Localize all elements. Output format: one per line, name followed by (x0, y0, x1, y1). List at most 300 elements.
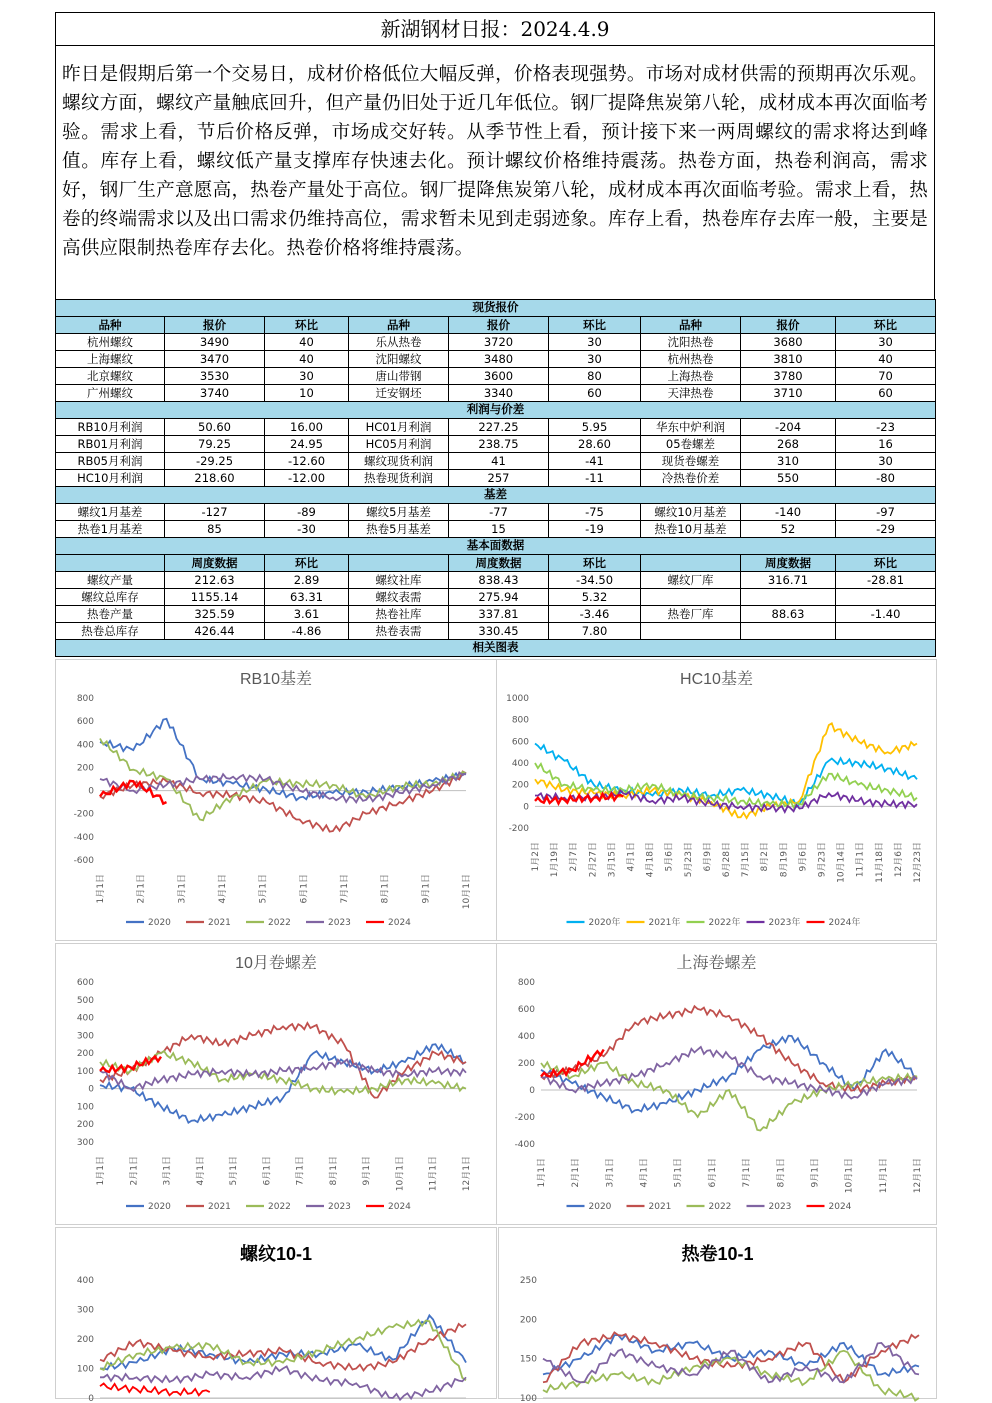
x-tick-label: 9月23日 (817, 842, 828, 878)
table-cell: 268 (741, 436, 836, 453)
table-cell (836, 623, 936, 640)
x-tick-label: 1月1日 (96, 874, 106, 904)
table-cell: 热卷5月基差 (349, 521, 449, 538)
x-tick-label: 5月6日 (664, 842, 675, 872)
table-cell: 1155.14 (165, 589, 265, 606)
y-tick-label: -600 (73, 856, 94, 866)
table-cell: -41 (549, 453, 641, 470)
x-tick-label: 11月1日 (878, 1158, 889, 1194)
table-cell: -23 (836, 419, 936, 436)
chart-4 (496, 943, 937, 1225)
spot-row (56, 368, 936, 385)
table-cell: 16.00 (265, 419, 349, 436)
table-cell: 热卷现货利润 (349, 470, 449, 487)
y-tick-label: 1000 (506, 694, 529, 704)
x-tick-label: 8月1日 (328, 1156, 339, 1186)
table-cell: 79.25 (165, 436, 265, 453)
table-cell: 螺纹10月基差 (641, 504, 741, 521)
table-cell: 品种 (641, 317, 741, 334)
table-cell: 238.75 (449, 436, 549, 453)
table-cell: 325.59 (165, 606, 265, 623)
y-tick-label: 200 (519, 1315, 537, 1326)
x-tick-label: 7月1日 (742, 1158, 753, 1188)
table-cell: 3480 (449, 351, 549, 368)
table-cell: 上海热卷 (641, 368, 741, 385)
table-cell: 热卷1月基差 (56, 521, 165, 538)
fundamental-row (56, 623, 936, 640)
table-cell (641, 555, 741, 572)
table-cell: -12.60 (265, 453, 349, 470)
chart-title: 热卷10-1 (681, 1244, 754, 1264)
table-cell: 316.71 (741, 572, 836, 589)
table-cell: 227.25 (449, 419, 549, 436)
table-cell: 10 (265, 385, 349, 402)
y-tick-label: 500 (76, 995, 94, 1006)
table-cell: -34.50 (549, 572, 641, 589)
charts-area (55, 657, 935, 1403)
spot-row (56, 385, 936, 402)
x-tick-label: 3月1日 (605, 1158, 616, 1188)
table-cell: 3680 (741, 334, 836, 351)
table-cell: 北京螺纹 (56, 368, 165, 385)
table-cell: 310 (741, 453, 836, 470)
table-cell (836, 589, 936, 606)
table-cell: 30 (836, 453, 936, 470)
y-tick-label: 200 (76, 763, 94, 774)
x-tick-label: 10月1日 (462, 874, 472, 910)
table-cell: 838.43 (449, 572, 549, 589)
table-cell (641, 589, 741, 606)
table-cell: 426.44 (165, 623, 265, 640)
table-cell: 24.95 (265, 436, 349, 453)
series-line (100, 1060, 466, 1091)
x-tick-label: 6月9日 (702, 842, 713, 872)
y-tick-label: -200 (508, 824, 529, 834)
spot-section-header: 现货报价 (56, 300, 936, 317)
table-cell: -11 (549, 470, 641, 487)
table-cell: 30 (836, 334, 936, 351)
table-cell: -75 (549, 504, 641, 521)
table-cell: 218.60 (165, 470, 265, 487)
table-cell: 热卷10月基差 (641, 521, 741, 538)
fundamental-row (56, 589, 936, 606)
series-line (541, 1036, 917, 1113)
table-cell: 螺纹厂库 (641, 572, 741, 589)
table-cell: 3780 (741, 368, 836, 385)
table-cell: 80 (549, 368, 641, 385)
y-tick-label: 800 (511, 715, 529, 726)
report-commentary: 昨日是假期后第一个交易日，成材价格低位大幅反弹，价格表现强势。市场对成材供需的预期再次乐观。螺纹方面，螺纹产量触底回升，但产量仍旧处于近几年低位。钢厂提降焦炭第八轮，成材成本再次面临考验。需求上看，节后价格反弹，市场成交好转。从季节性上看，预计接下来一两周螺纹的需求将达到峰值。库存上看，螺纹低产量支撑库存快速去化。预计螺纹价格维持震荡。热卷方面，热卷利润高，需求好，钢厂生产意愿高，热卷产量处于高位。钢厂提降焦炭第八轮，成材成本再次面临考验。需求上看，热卷的终端需求以及出口需求仍维持高位，需求暂未见到走弱迹象。库存上看，热卷库存去库一般，主要是高供应限制热卷库存去化。热卷价格将维持震荡。 (55, 46, 935, 299)
legend-label: 2022 (708, 1202, 732, 1212)
x-tick-label: 1月19日 (550, 842, 561, 878)
table-cell: 212.63 (165, 572, 265, 589)
y-tick-label: 0 (88, 786, 94, 797)
y-tick-label: 400 (517, 1032, 535, 1042)
table-cell: 周度数据 (741, 555, 836, 572)
table-cell: -140 (741, 504, 836, 521)
x-tick-label: 11月1日 (428, 1156, 439, 1192)
legend-label: 2023年 (768, 918, 801, 928)
table-cell: -29.25 (165, 453, 265, 470)
y-tick-label: 400 (76, 740, 94, 751)
y-tick-label: 800 (76, 694, 94, 704)
x-tick-label: 11月1日 (855, 842, 866, 878)
x-tick-label: 6月1日 (299, 874, 310, 904)
table-cell: 周度数据 (165, 555, 265, 572)
x-tick-label: 8月2日 (760, 842, 771, 872)
chart-title: 10月卷螺差 (235, 955, 317, 972)
table-cell: 275.94 (449, 589, 549, 606)
x-tick-label: 5月23日 (683, 842, 694, 878)
legend-label: 2022 (268, 918, 291, 928)
table-cell: 品种 (56, 317, 165, 334)
y-tick-label: -200 (73, 809, 94, 820)
table-cell: 50.60 (165, 419, 265, 436)
x-tick-label: 7月15日 (741, 842, 752, 878)
table-cell: 3720 (449, 334, 549, 351)
table-cell: 环比 (265, 317, 349, 334)
table-cell: 85 (165, 521, 265, 538)
x-tick-label: 6月28日 (722, 842, 732, 878)
x-tick-label: 3月15日 (607, 842, 618, 878)
x-tick-label: 10月1日 (844, 1158, 855, 1194)
x-tick-label: 7月1日 (340, 874, 350, 904)
x-tick-label: 8月1日 (776, 1158, 787, 1188)
legend-label: 2024 (828, 1202, 852, 1212)
x-tick-label: 1月1日 (96, 1156, 106, 1186)
table-cell (349, 555, 449, 572)
legend-label: 2023 (328, 1202, 351, 1212)
table-cell: 40 (265, 351, 349, 368)
table-cell: 现货卷螺差 (641, 453, 741, 470)
table-cell: -77 (449, 504, 549, 521)
table-cell: 环比 (549, 555, 641, 572)
daily-report (55, 12, 935, 1403)
table-cell: 28.60 (549, 436, 641, 453)
legend-label: 2024年 (828, 918, 861, 928)
legend-label: 2024 (388, 918, 411, 928)
table-cell: -97 (836, 504, 936, 521)
table-cell: HC05月利润 (349, 436, 449, 453)
table-cell: 沈阳螺纹 (349, 351, 449, 368)
x-tick-label: 12月1日 (462, 1156, 472, 1192)
chart-svg (497, 660, 936, 940)
y-tick-label: 600 (76, 978, 94, 988)
x-tick-label: 5月1日 (229, 1156, 240, 1186)
x-tick-label: 4月18日 (645, 842, 656, 878)
legend-label: 2020 (148, 1202, 171, 1212)
table-cell: RB01月利润 (56, 436, 165, 453)
profit-row (56, 470, 936, 487)
table-cell: 3490 (165, 334, 265, 351)
table-cell: 热卷厂库 (641, 606, 741, 623)
table-cell: 华东中炉利润 (641, 419, 741, 436)
legend-label: 2020 (148, 918, 171, 928)
table-cell: 60 (549, 385, 641, 402)
y-tick-label: 800 (517, 978, 535, 988)
chart-title: RB10基差 (239, 671, 313, 688)
y-tick-label: 600 (517, 1005, 535, 1015)
chart-svg (56, 1228, 496, 1403)
table-cell: 螺纹1月基差 (56, 504, 165, 521)
table-cell: 5.95 (549, 419, 641, 436)
y-tick-label: 300 (76, 1031, 94, 1042)
table-cell: -30 (265, 521, 349, 538)
y-tick-label: 200 (76, 1049, 94, 1060)
table-cell: 报价 (741, 317, 836, 334)
table-cell: -12.00 (265, 470, 349, 487)
table-cell: 70 (836, 368, 936, 385)
table-cell: 沈阳热卷 (641, 334, 741, 351)
table-cell: 7.80 (549, 623, 641, 640)
table-cell: 550 (741, 470, 836, 487)
chart-svg (497, 944, 936, 1224)
table-cell: 3.61 (265, 606, 349, 623)
x-tick-label: 9月1日 (421, 874, 432, 904)
legend-label: 2020 (588, 1202, 612, 1212)
table-cell: 3340 (449, 385, 549, 402)
y-tick-label: 400 (76, 1276, 94, 1286)
table-cell: RB10月利润 (56, 419, 165, 436)
y-tick-label: -200 (514, 1113, 535, 1123)
x-tick-label: 11月18日 (874, 842, 885, 883)
y-tick-label: -400 (73, 832, 94, 843)
table-cell (56, 555, 165, 572)
table-cell: 环比 (265, 555, 349, 572)
table-cell: 3710 (741, 385, 836, 402)
x-tick-label: 7月1日 (295, 1156, 306, 1186)
x-tick-label: 4月1日 (218, 874, 228, 904)
y-tick-label: 200 (76, 1335, 94, 1345)
chart-title: 上海卷螺差 (676, 955, 757, 972)
table-cell: 40 (265, 334, 349, 351)
table-cell: 天津热卷 (641, 385, 741, 402)
table-cell: -127 (165, 504, 265, 521)
table-cell: 3530 (165, 368, 265, 385)
spot-header-row (56, 317, 936, 334)
table-cell: -3.46 (549, 606, 641, 623)
table-cell: 热卷表需 (349, 623, 449, 640)
x-tick-label: 2月7日 (569, 842, 580, 872)
spot-row (56, 334, 936, 351)
table-cell: 报价 (449, 317, 549, 334)
table-cell: 30 (549, 351, 641, 368)
table-cell: 品种 (349, 317, 449, 334)
table-cell: 16 (836, 436, 936, 453)
chart-svg (56, 660, 496, 940)
table-cell: RB05月利润 (56, 453, 165, 470)
x-tick-label: 12月1日 (913, 1158, 923, 1194)
charts-section-header: 相关图表 (56, 640, 936, 657)
table-cell: 螺纹现货利润 (349, 453, 449, 470)
series-line (543, 1351, 919, 1401)
table-cell: 报价 (165, 317, 265, 334)
chart-3 (55, 943, 497, 1225)
series-line (100, 772, 466, 832)
table-cell: 257 (449, 470, 549, 487)
profit-row (56, 419, 936, 436)
y-tick-label: 100 (76, 1066, 94, 1077)
table-cell: 40 (836, 351, 936, 368)
table-cell: 周度数据 (449, 555, 549, 572)
table-cell: 63.31 (265, 589, 349, 606)
legend-label: 2021 (208, 1202, 231, 1212)
legend-label: 2023 (768, 1202, 792, 1212)
profit-row (56, 436, 936, 453)
table-cell: 3810 (741, 351, 836, 368)
x-tick-label: 2月1日 (129, 1156, 140, 1186)
x-tick-label: 12月23日 (913, 842, 923, 883)
legend-label: 2021 (648, 1202, 672, 1212)
basis-row (56, 521, 936, 538)
table-cell: 杭州螺纹 (56, 334, 165, 351)
series-line (100, 739, 466, 821)
legend-label: 2022 (268, 1202, 291, 1212)
table-cell: 52 (741, 521, 836, 538)
chart-title: 螺纹10-1 (239, 1244, 313, 1264)
legend-label: 2021 (208, 918, 231, 928)
legend-label: 2022年 (708, 918, 741, 928)
chart-1 (55, 659, 497, 941)
table-cell: -204 (741, 419, 836, 436)
table-cell: 88.63 (741, 606, 836, 623)
chart-title: HC10基差 (680, 671, 753, 688)
y-tick-label: 150 (519, 1354, 537, 1365)
y-tick-label: 200 (76, 1120, 94, 1131)
table-cell: 05卷螺差 (641, 436, 741, 453)
table-cell: 螺纹5月基差 (349, 504, 449, 521)
x-tick-label: 9月1日 (362, 1156, 373, 1186)
legend-label: 2023 (328, 918, 351, 928)
table-cell (741, 589, 836, 606)
table-cell: HC01月利润 (349, 419, 449, 436)
table-cell: 热卷总库存 (56, 623, 165, 640)
y-tick-label: 100 (519, 1394, 537, 1403)
table-cell: 螺纹表需 (349, 589, 449, 606)
series-line (100, 1023, 466, 1098)
fundamental-header-row (56, 555, 936, 572)
table-cell: 迁安钢坯 (349, 385, 449, 402)
x-tick-label: 1月2日 (531, 842, 541, 872)
legend-label: 2024 (388, 1202, 411, 1212)
table-cell: 2.89 (265, 572, 349, 589)
table-cell: -80 (836, 470, 936, 487)
series-line (100, 1384, 210, 1396)
table-cell: 冷热卷价差 (641, 470, 741, 487)
table-cell: 30 (549, 334, 641, 351)
x-tick-label: 2月1日 (136, 874, 147, 904)
y-tick-label: 300 (76, 1305, 94, 1316)
table-cell: 60 (836, 385, 936, 402)
x-tick-label: 5月1日 (258, 874, 269, 904)
y-tick-label: 0 (88, 1084, 94, 1095)
y-tick-label: 400 (76, 1013, 94, 1024)
y-tick-label: 250 (519, 1276, 537, 1286)
table-cell: 杭州热卷 (641, 351, 741, 368)
fundamental-section-header: 基本面数据 (56, 538, 936, 555)
x-tick-label: 9月6日 (798, 842, 809, 872)
table-cell: -29 (836, 521, 936, 538)
y-tick-label: 200 (517, 1059, 535, 1069)
y-tick-label: 600 (76, 717, 94, 728)
basis-row (56, 504, 936, 521)
table-cell: 螺纹总库存 (56, 589, 165, 606)
table-cell (641, 623, 741, 640)
table-cell: 上海螺纹 (56, 351, 165, 368)
table-cell: 热卷产量 (56, 606, 165, 623)
x-tick-label: 5月1日 (673, 1158, 684, 1188)
table-cell: -89 (265, 504, 349, 521)
y-tick-label: 0 (88, 1394, 94, 1403)
table-cell: HC10月利润 (56, 470, 165, 487)
table-cell: 广州螺纹 (56, 385, 165, 402)
x-tick-label: 4月1日 (626, 842, 637, 872)
table-cell: 15 (449, 521, 549, 538)
x-tick-label: 12月6日 (893, 842, 904, 878)
table-cell: 环比 (836, 317, 936, 334)
chart-6 (498, 1227, 937, 1403)
table-cell: -1.40 (836, 606, 936, 623)
table-cell: 热卷社库 (349, 606, 449, 623)
chart-2 (496, 659, 937, 941)
x-tick-label: 8月1日 (380, 874, 391, 904)
table-cell: -4.86 (265, 623, 349, 640)
fundamental-row (56, 572, 936, 589)
fundamental-row (56, 606, 936, 623)
table-cell: 3600 (449, 368, 549, 385)
profit-row (56, 453, 936, 470)
table-cell: 330.45 (449, 623, 549, 640)
basis-section-header: 基差 (56, 487, 936, 504)
table-cell: 30 (265, 368, 349, 385)
x-tick-label: 10月14日 (836, 842, 847, 883)
y-tick-label: 100 (76, 1364, 94, 1375)
y-tick-label: 600 (511, 737, 529, 748)
spot-row (56, 351, 936, 368)
x-tick-label: 2月1日 (571, 1158, 582, 1188)
x-tick-label: 6月1日 (707, 1158, 718, 1188)
x-tick-label: 8月19日 (779, 842, 790, 878)
series-line (541, 1006, 917, 1091)
y-tick-label: 0 (523, 802, 529, 813)
table-cell: 环比 (836, 555, 936, 572)
table-cell: 螺纹社库 (349, 572, 449, 589)
x-tick-label: 4月1日 (195, 1156, 206, 1186)
y-tick-label: 300 (76, 1138, 94, 1148)
x-tick-label: 2月27日 (588, 842, 599, 878)
table-cell: 乐从热卷 (349, 334, 449, 351)
table-cell: 3470 (165, 351, 265, 368)
table-cell (741, 623, 836, 640)
legend-label: 2020年 (588, 918, 621, 928)
table-cell: -28.81 (836, 572, 936, 589)
x-tick-label: 3月1日 (162, 1156, 173, 1186)
x-tick-label: 9月1日 (810, 1158, 821, 1188)
chart-svg (499, 1228, 936, 1403)
table-cell: 5.32 (549, 589, 641, 606)
legend-label: 2021年 (648, 918, 681, 928)
table-cell: -19 (549, 521, 641, 538)
table-cell: 41 (449, 453, 549, 470)
table-cell: 唐山带钢 (349, 368, 449, 385)
table-cell: 337.81 (449, 606, 549, 623)
x-tick-label: 3月1日 (177, 874, 188, 904)
chart-svg (56, 944, 496, 1224)
y-tick-label: -400 (514, 1140, 535, 1150)
x-tick-label: 1月1日 (537, 1158, 547, 1188)
y-tick-label: 200 (511, 780, 529, 791)
chart-5 (55, 1227, 497, 1403)
